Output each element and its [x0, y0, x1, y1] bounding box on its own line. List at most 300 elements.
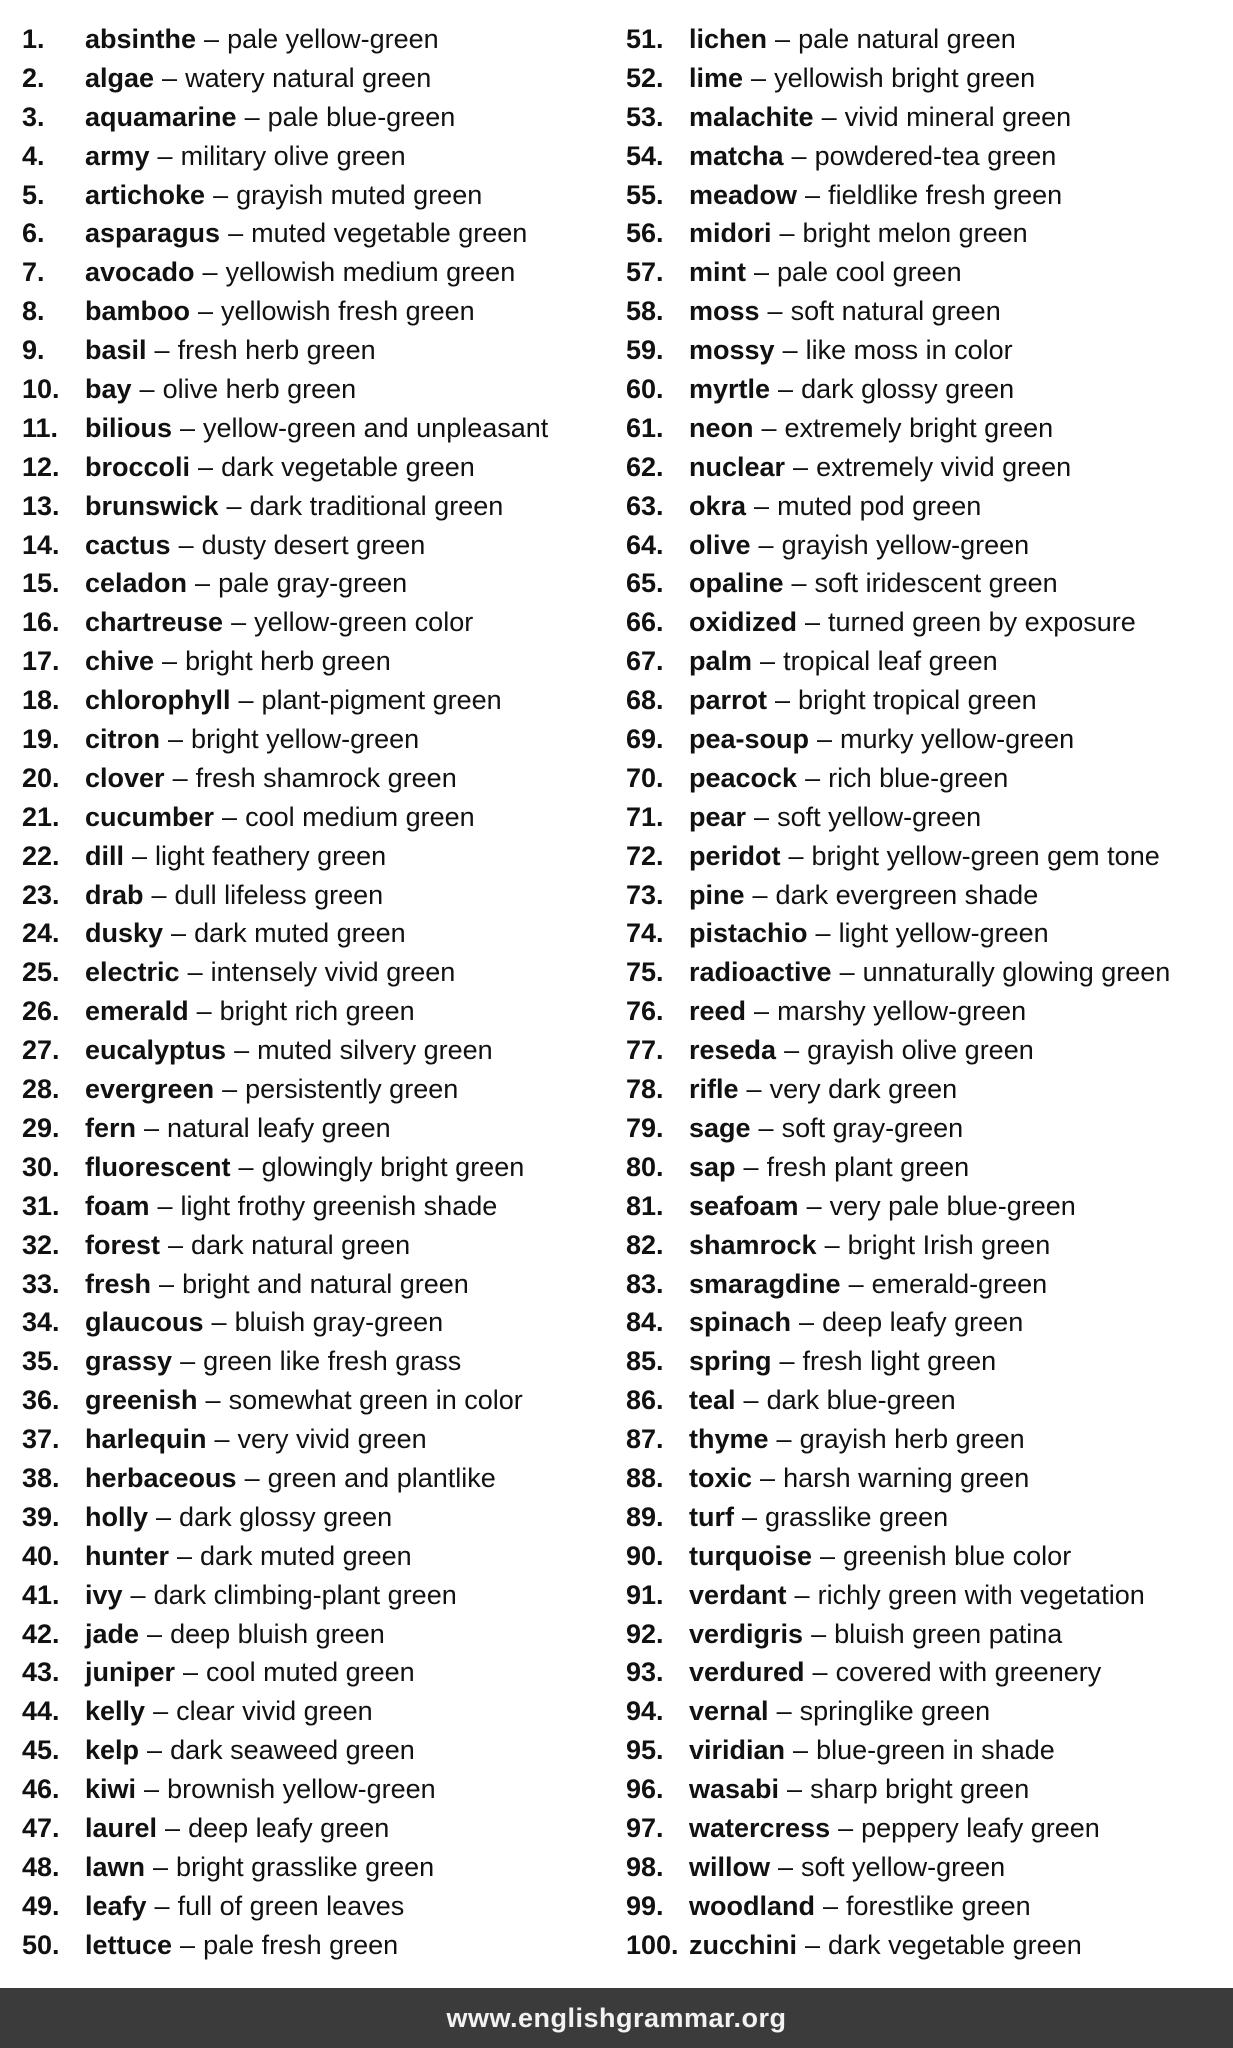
item-definition: powdered-tea green [814, 140, 1057, 171]
item-number: 24. [22, 918, 60, 949]
item-word: watercress [689, 1812, 831, 1843]
item-number: 4. [22, 140, 45, 171]
item-definition: blue-green in shade [816, 1735, 1055, 1766]
item-separator: – [159, 1268, 175, 1299]
item-number: 52. [626, 62, 664, 93]
item-separator: – [211, 1307, 227, 1338]
item-separator: – [153, 1851, 169, 1882]
item-word: chive [85, 646, 155, 677]
item-word: electric [85, 957, 180, 988]
item-definition: persistently green [245, 1074, 459, 1105]
item-separator: – [162, 646, 178, 677]
item-separator: – [848, 1268, 864, 1299]
item-separator: – [180, 1929, 196, 1960]
item-separator: – [195, 568, 211, 599]
item-separator: – [183, 1657, 199, 1688]
list-item [626, 1109, 1226, 1148]
list-item [626, 720, 1226, 759]
item-word: lichen [689, 24, 768, 54]
item-number: 38. [22, 1462, 60, 1493]
item-definition: yellowish medium green [225, 257, 516, 288]
item-definition: grayish muted green [236, 179, 483, 210]
item-definition: muted silvery green [257, 1035, 493, 1066]
list-item [626, 59, 1226, 98]
item-definition: watery natural green [185, 62, 432, 93]
item-word: viridian [689, 1735, 786, 1766]
item-separator: – [746, 1074, 762, 1105]
item-definition: yellowish fresh green [221, 296, 475, 327]
list-item [22, 1770, 622, 1809]
list-item [626, 1576, 1226, 1615]
item-definition: emerald-green [871, 1268, 1048, 1299]
list-item [22, 876, 622, 915]
list-item [22, 837, 622, 876]
item-word: verdured [689, 1657, 805, 1688]
item-number: 98. [626, 1851, 664, 1882]
item-number: 83. [626, 1268, 664, 1299]
item-definition: muted vegetable green [251, 218, 528, 249]
item-number: 74. [626, 918, 664, 949]
list-item [22, 720, 622, 759]
item-word: dusky [85, 918, 164, 949]
item-separator: – [222, 1074, 238, 1105]
list-item [22, 59, 622, 98]
item-number: 7. [22, 257, 45, 288]
item-definition: sharp bright green [810, 1774, 1030, 1805]
list-item [626, 876, 1226, 915]
item-number: 28. [22, 1074, 60, 1105]
item-definition: bright tropical green [798, 685, 1037, 716]
item-separator: – [784, 1035, 800, 1066]
right-column [626, 20, 1226, 1965]
list-item [22, 487, 622, 526]
item-separator: – [172, 762, 188, 793]
item-definition: dark traditional green [249, 490, 504, 521]
item-number: 62. [626, 451, 664, 482]
item-number: 59. [626, 335, 664, 366]
item-number: 65. [626, 568, 664, 599]
list-item [626, 1848, 1226, 1887]
item-number: 70. [626, 762, 664, 793]
list-item [22, 1459, 622, 1498]
item-word: willow [689, 1851, 770, 1882]
list-item [626, 137, 1226, 176]
item-word: emerald [85, 996, 189, 1027]
item-word: army [85, 140, 150, 171]
list-item [626, 1303, 1226, 1342]
item-number: 66. [626, 607, 664, 638]
item-word: eucalyptus [85, 1035, 227, 1066]
list-item [22, 1537, 622, 1576]
item-number: 56. [626, 218, 664, 249]
item-definition: dark glossy green [179, 1501, 393, 1532]
item-number: 53. [626, 101, 664, 132]
item-separator: – [238, 685, 254, 716]
item-number: 84. [626, 1307, 664, 1338]
item-separator: – [811, 1618, 827, 1649]
item-separator: – [758, 529, 774, 560]
item-definition: covered with greenery [835, 1657, 1102, 1688]
item-word: palm [689, 646, 753, 677]
item-definition: glowingly bright green [261, 1151, 525, 1182]
item-definition: dark muted green [200, 1540, 412, 1571]
list-item [22, 1809, 622, 1848]
item-definition: bright Irish green [847, 1229, 1051, 1260]
item-word: asparagus [85, 218, 221, 249]
list-item [22, 1070, 622, 1109]
item-word: opaline [689, 568, 784, 599]
item-number: 90. [626, 1540, 664, 1571]
item-definition: pale fresh green [203, 1929, 399, 1960]
item-number: 21. [22, 801, 60, 832]
item-number: 87. [626, 1424, 664, 1455]
item-definition: marshy yellow-green [777, 996, 1027, 1027]
item-word: teal [689, 1385, 736, 1416]
item-word: rifle [689, 1074, 739, 1105]
list-item [22, 1926, 622, 1965]
list-item [626, 487, 1226, 526]
item-number: 35. [22, 1346, 60, 1377]
list-item [22, 409, 622, 448]
item-number: 97. [626, 1812, 664, 1843]
item-number: 81. [626, 1190, 664, 1221]
item-separator: – [213, 179, 229, 210]
item-separator: – [793, 451, 809, 482]
item-definition: very vivid green [237, 1424, 427, 1455]
item-number: 19. [22, 724, 60, 755]
item-word: peacock [689, 762, 798, 793]
item-separator: – [198, 451, 214, 482]
item-number: 31. [22, 1190, 60, 1221]
item-number: 67. [626, 646, 664, 677]
item-number: 11. [22, 412, 59, 443]
item-number: 29. [22, 1112, 60, 1143]
item-separator: – [196, 996, 212, 1027]
item-separator: – [202, 257, 218, 288]
item-definition: somewhat green in color [228, 1385, 523, 1416]
item-definition: bluish gray-green [234, 1307, 444, 1338]
item-separator: – [154, 1890, 170, 1921]
item-word: ivy [85, 1579, 123, 1610]
list-item [626, 370, 1226, 409]
item-word: lime [689, 62, 744, 93]
list-item [626, 603, 1226, 642]
item-definition: fresh plant green [766, 1151, 970, 1182]
list-item [626, 1498, 1226, 1537]
item-word: kiwi [85, 1774, 137, 1805]
item-number: 18. [22, 685, 60, 716]
item-separator: – [817, 724, 833, 755]
item-word: lettuce [85, 1929, 173, 1960]
item-definition: dusty desert green [201, 529, 426, 560]
list-item [626, 642, 1226, 681]
item-word: shamrock [689, 1229, 817, 1260]
item-word: mossy [689, 335, 775, 366]
item-definition: dark evergreen shade [775, 879, 1039, 910]
item-number: 49. [22, 1890, 60, 1921]
item-separator: – [775, 685, 791, 716]
item-number: 25. [22, 957, 60, 988]
item-number: 64. [626, 529, 664, 560]
item-number: 26. [22, 996, 60, 1027]
item-definition: bright rich green [219, 996, 415, 1027]
item-definition: bright and natural green [182, 1268, 469, 1299]
list-item [626, 1459, 1226, 1498]
item-definition: dark blue-green [766, 1385, 956, 1416]
item-separator: – [794, 1579, 810, 1610]
item-word: neon [689, 412, 754, 443]
item-number: 68. [626, 685, 664, 716]
list-item [626, 1692, 1226, 1731]
footer-website-url[interactable]: www.englishgrammar.org [446, 2002, 787, 2033]
list-item [22, 1653, 622, 1692]
item-definition: extremely vivid green [816, 451, 1072, 482]
list-item [22, 1226, 622, 1265]
item-definition: grayish herb green [799, 1424, 1025, 1455]
item-word: bilious [85, 412, 172, 443]
item-word: radioactive [689, 957, 832, 988]
item-separator: – [165, 1812, 181, 1843]
item-word: basil [85, 335, 147, 366]
item-definition: bright herb green [185, 646, 391, 677]
list-item [626, 953, 1226, 992]
list-item [22, 1031, 622, 1070]
list-item [22, 914, 622, 953]
list-item [22, 992, 622, 1031]
item-word: midori [689, 218, 772, 249]
item-word: drab [85, 879, 144, 910]
item-definition: soft gray-green [781, 1112, 964, 1143]
item-definition: bright yellow-green [191, 724, 420, 755]
item-word: peridot [689, 840, 781, 871]
item-number: 71. [626, 801, 664, 832]
item-separator: – [177, 1540, 193, 1571]
item-definition: green and plantlike [267, 1462, 496, 1493]
list-item [22, 1731, 622, 1770]
item-definition: soft natural green [790, 296, 1001, 327]
list-item [22, 1615, 622, 1654]
item-separator: – [180, 1346, 196, 1377]
list-item [22, 1342, 622, 1381]
item-word: thyme [689, 1424, 769, 1455]
item-number: 13. [22, 490, 60, 521]
item-separator: – [791, 568, 807, 599]
list-item [22, 603, 622, 642]
item-number: 36. [22, 1385, 60, 1416]
list-item [626, 98, 1226, 137]
item-separator: – [168, 724, 184, 755]
item-separator: – [779, 1346, 795, 1377]
item-definition: dark climbing-plant green [153, 1579, 457, 1610]
list-item [626, 292, 1226, 331]
item-number: 43. [22, 1657, 60, 1688]
item-number: 76. [626, 996, 664, 1027]
item-word: algae [85, 62, 155, 93]
item-word: cucumber [85, 801, 215, 832]
list-item [626, 1420, 1226, 1459]
item-word: jade [85, 1618, 140, 1649]
list-item [22, 1420, 622, 1459]
list-item [22, 448, 622, 487]
item-number: 94. [626, 1696, 664, 1727]
list-item [22, 953, 622, 992]
item-separator: – [187, 957, 203, 988]
item-number: 100. [626, 1929, 679, 1960]
list-item [626, 20, 1226, 59]
item-number: 51. [626, 24, 664, 54]
item-definition: soft iridescent green [814, 568, 1058, 599]
item-word: turquoise [689, 1540, 813, 1571]
item-separator: – [204, 24, 220, 54]
item-separator: – [760, 1462, 776, 1493]
item-word: clover [85, 762, 165, 793]
item-separator: – [754, 801, 770, 832]
list-item [22, 1498, 622, 1537]
item-definition: grayish olive green [807, 1035, 1034, 1066]
item-number: 89. [626, 1501, 664, 1532]
item-number: 88. [626, 1462, 664, 1493]
item-definition: deep bluish green [170, 1618, 385, 1649]
item-definition: deep leafy green [188, 1812, 390, 1843]
item-separator: – [788, 840, 804, 871]
list-item [626, 1809, 1226, 1848]
item-word: chartreuse [85, 607, 224, 638]
list-item [22, 564, 622, 603]
list-item [22, 1381, 622, 1420]
item-word: greenish [85, 1385, 198, 1416]
list-item [22, 176, 622, 215]
list-item [22, 1109, 622, 1148]
item-separator: – [153, 1696, 169, 1727]
item-word: oxidized [689, 607, 798, 638]
item-separator: – [824, 1229, 840, 1260]
list-item [626, 564, 1226, 603]
item-definition: fresh herb green [177, 335, 376, 366]
item-word: toxic [689, 1462, 753, 1493]
item-word: fluorescent [85, 1151, 231, 1182]
item-word: aquamarine [85, 101, 237, 132]
item-separator: – [805, 1929, 821, 1960]
item-separator: – [791, 140, 807, 171]
item-separator: – [821, 101, 837, 132]
item-word: celadon [85, 568, 188, 599]
item-separator: – [787, 1774, 803, 1805]
item-word: cactus [85, 529, 171, 560]
item-word: moss [689, 296, 760, 327]
item-separator: – [805, 762, 821, 793]
item-word: artichoke [85, 179, 206, 210]
left-column [22, 20, 622, 1965]
item-definition: very pale blue-green [829, 1190, 1076, 1221]
item-number: 75. [626, 957, 664, 988]
item-definition: bright grasslike green [176, 1851, 435, 1882]
item-number: 85. [626, 1346, 664, 1377]
item-separator: – [743, 1385, 759, 1416]
list-item [626, 526, 1226, 565]
item-word: okra [689, 490, 747, 521]
item-separator: – [799, 1307, 815, 1338]
item-number: 22. [22, 840, 60, 871]
item-number: 27. [22, 1035, 60, 1066]
item-definition: forestlike green [846, 1890, 1031, 1921]
item-word: bay [85, 374, 132, 405]
item-number: 82. [626, 1229, 664, 1260]
item-word: spinach [689, 1307, 792, 1338]
item-definition: light feathery green [155, 840, 387, 871]
item-number: 12. [22, 451, 60, 482]
item-definition: brownish yellow-green [167, 1774, 436, 1805]
item-separator: – [812, 1657, 828, 1688]
item-word: kelly [85, 1696, 146, 1727]
item-word: lawn [85, 1851, 146, 1882]
item-word: dill [85, 840, 124, 871]
item-word: verdigris [689, 1618, 804, 1649]
list-item [22, 1692, 622, 1731]
list-item [626, 1381, 1226, 1420]
item-number: 32. [22, 1229, 60, 1260]
item-separator: – [782, 335, 798, 366]
item-definition: greenish blue color [843, 1540, 1072, 1571]
item-definition: very dark green [769, 1074, 958, 1105]
list-item [22, 1887, 622, 1926]
list-item [22, 214, 622, 253]
item-definition: cool medium green [245, 801, 475, 832]
list-item [22, 798, 622, 837]
item-number: 47. [22, 1812, 60, 1843]
item-definition: green like fresh grass [203, 1346, 462, 1377]
item-number: 50. [22, 1929, 60, 1960]
item-number: 15. [22, 568, 60, 599]
item-word: parrot [689, 685, 768, 716]
item-separator: – [805, 607, 821, 638]
item-separator: – [838, 1812, 854, 1843]
list-item [626, 1226, 1226, 1265]
item-word: pea-soup [689, 724, 810, 755]
item-word: woodland [689, 1890, 815, 1921]
item-word: pine [689, 879, 745, 910]
item-number: 92. [626, 1618, 664, 1649]
item-separator: – [178, 529, 194, 560]
item-definition: soft yellow-green [777, 801, 982, 832]
item-separator: – [820, 1540, 836, 1571]
item-number: 3. [22, 101, 45, 132]
list-item [626, 1770, 1226, 1809]
item-definition: military olive green [180, 140, 406, 171]
item-number: 40. [22, 1540, 60, 1571]
item-number: 45. [22, 1735, 60, 1766]
item-number: 91. [626, 1579, 664, 1610]
item-number: 16. [22, 607, 60, 638]
item-separator: – [157, 1190, 173, 1221]
item-word: fresh [85, 1268, 152, 1299]
list-item [626, 409, 1226, 448]
item-word: absinthe [85, 24, 197, 54]
item-definition: dark seaweed green [170, 1735, 415, 1766]
list-item [626, 214, 1226, 253]
item-definition: fresh shamrock green [195, 762, 457, 793]
item-separator: – [776, 1696, 792, 1727]
list-item [626, 798, 1226, 837]
list-item [22, 137, 622, 176]
item-separator: – [760, 646, 776, 677]
item-definition: fieldlike fresh green [828, 179, 1063, 210]
item-separator: – [151, 879, 167, 910]
item-word: forest [85, 1229, 161, 1260]
item-number: 17. [22, 646, 60, 677]
list-item [22, 1848, 622, 1887]
item-separator: – [231, 607, 247, 638]
item-number: 41. [22, 1579, 60, 1610]
